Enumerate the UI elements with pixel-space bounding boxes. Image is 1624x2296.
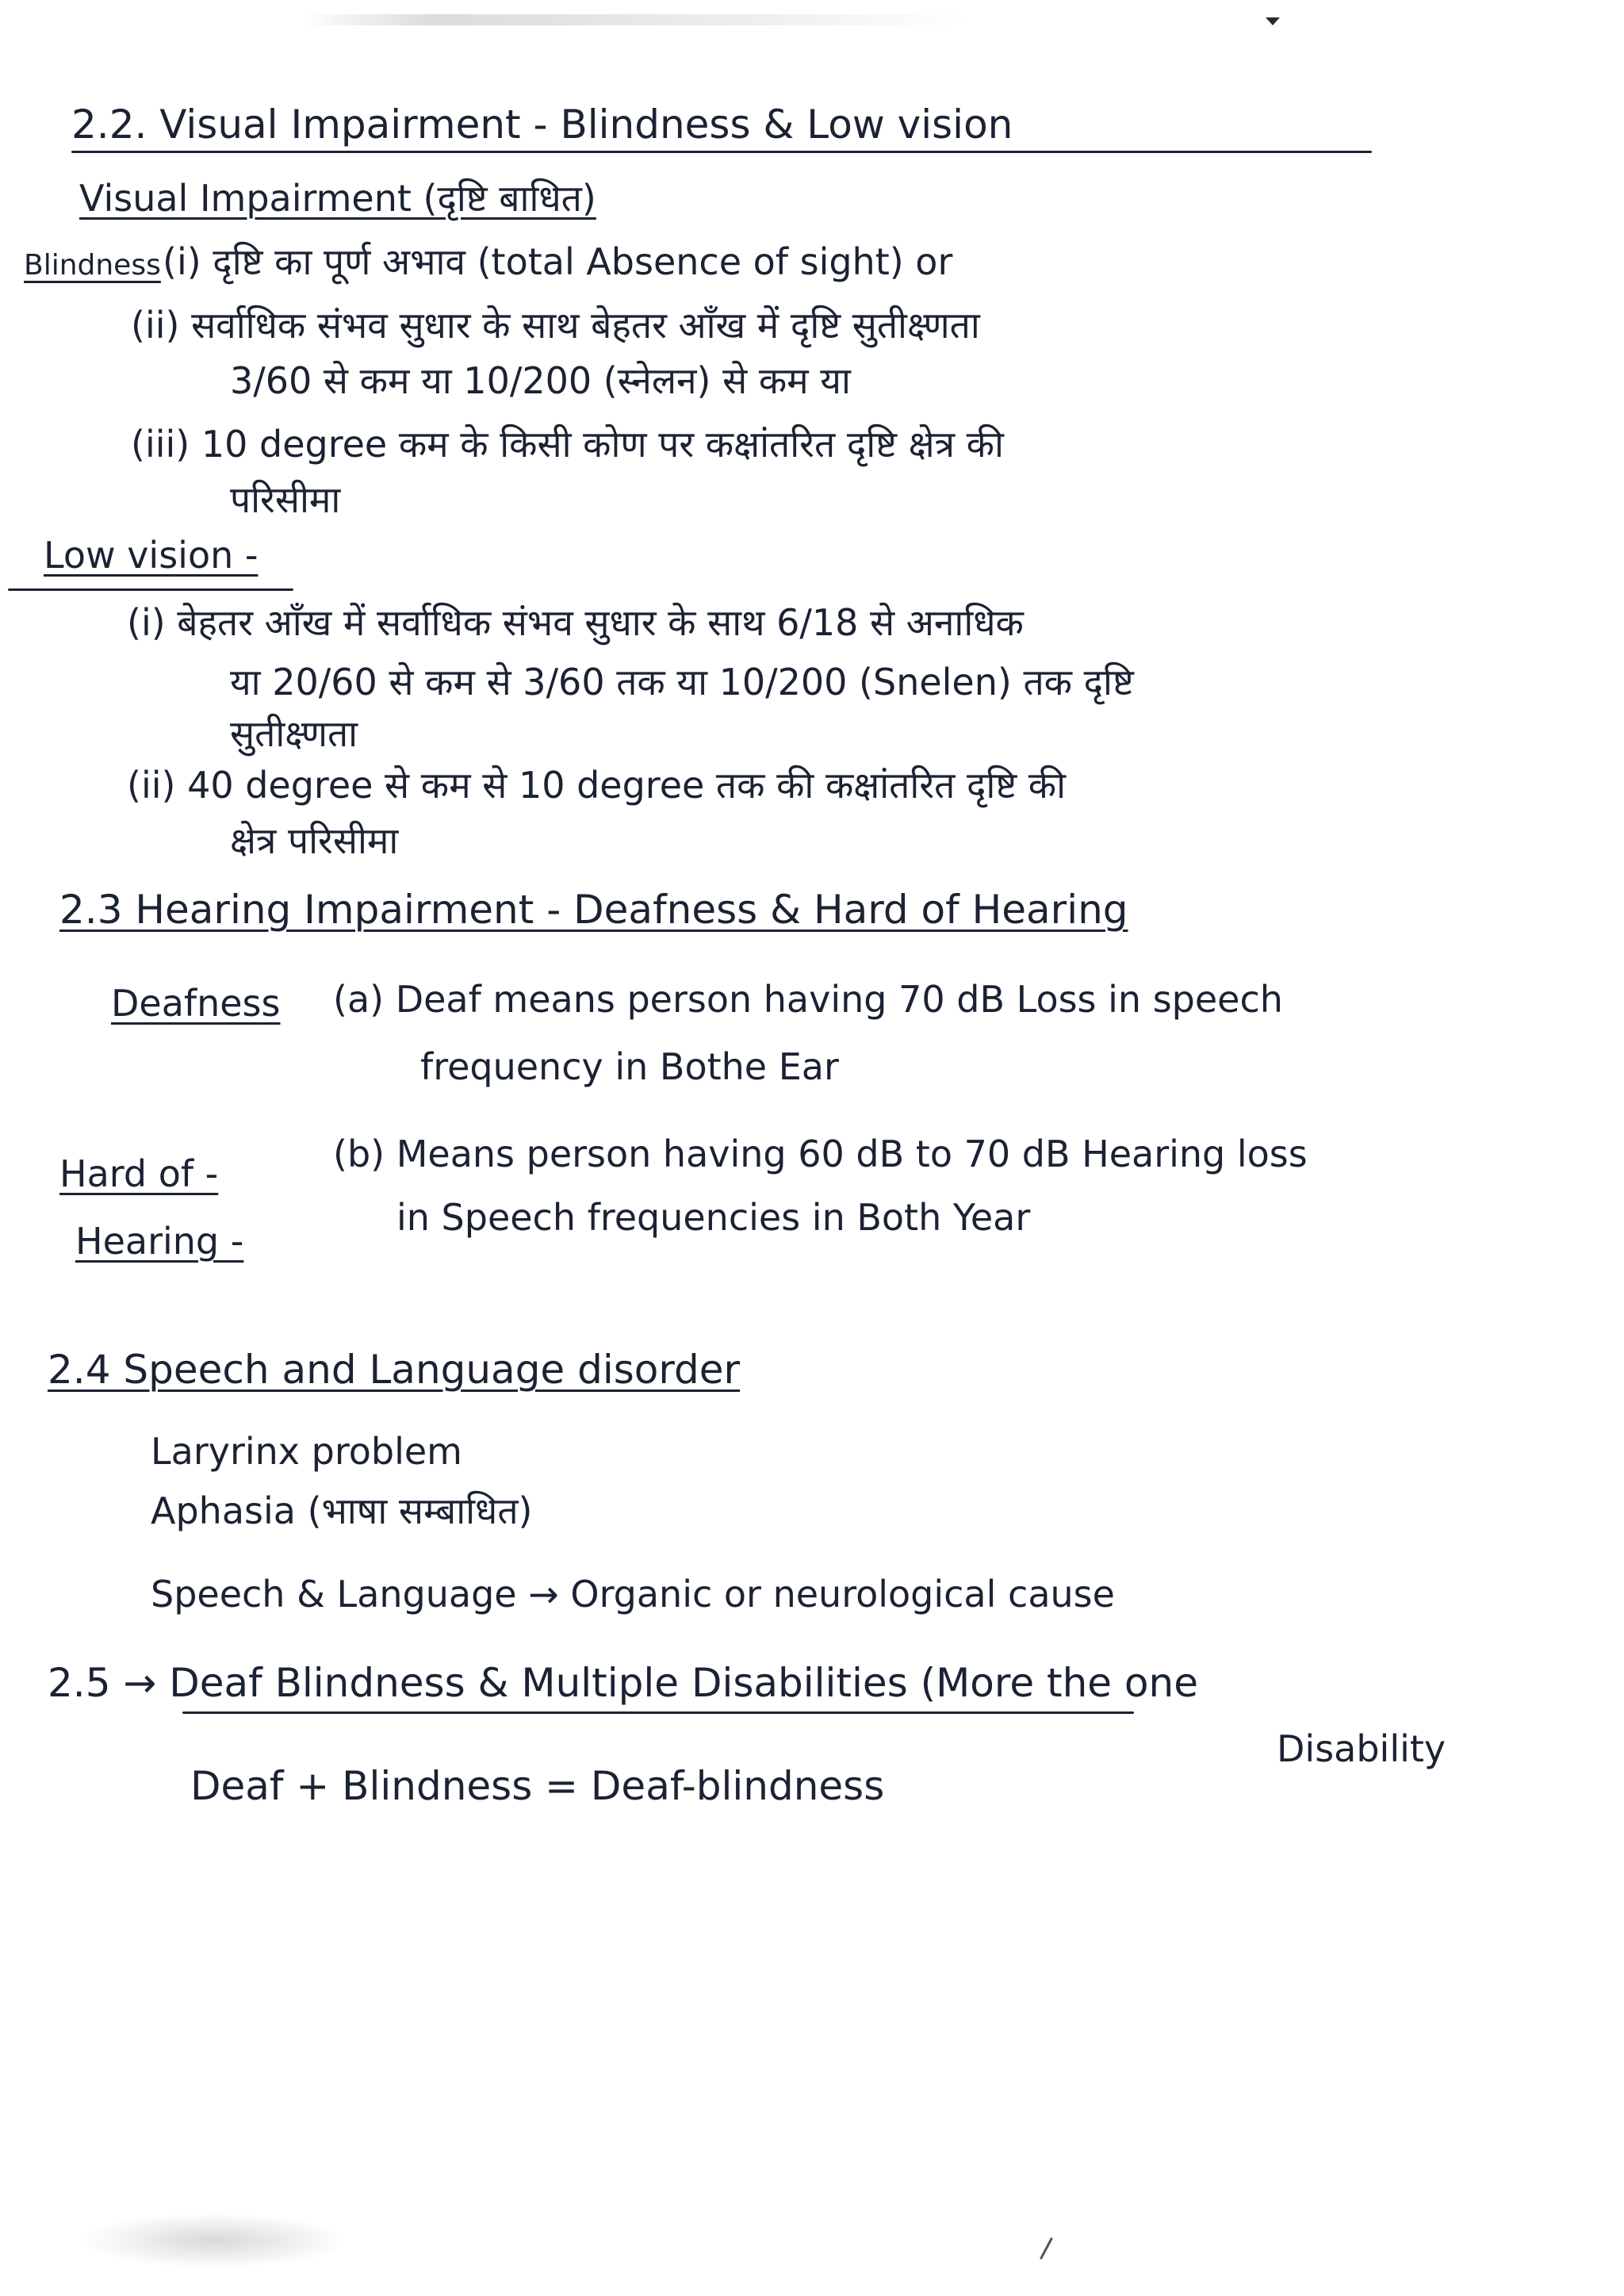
section-2-2-heading: 2.2. Visual Impairment - Blindness & Low vision bbox=[71, 102, 1013, 148]
low-vision-item-4: (ii) 40 degree से कम से 10 degree तक की कक्षांतरित दृष्टि की bbox=[127, 764, 1067, 807]
pen-tick-mark bbox=[1040, 2237, 1053, 2260]
blindness-item-1: (i) दृष्टि का पूर्ण अभाव (total Absence of sight) or bbox=[163, 240, 953, 283]
section-2-5-heading: 2.5 → Deaf Blindness & Multiple Disabilities (More the one bbox=[48, 1660, 1198, 1706]
deafness-line-2: frequency in Bothe Ear bbox=[420, 1045, 839, 1088]
hard-of-hearing-label-2: Hearing - bbox=[75, 1220, 244, 1263]
speech-item-1: Laryrinx problem bbox=[151, 1430, 462, 1473]
section-2-3-heading: 2.3 Hearing Impairment - Deafness & Hard of Hearing bbox=[59, 887, 1128, 933]
paper-smudge bbox=[301, 14, 967, 25]
pen-mark bbox=[1266, 17, 1280, 25]
hard-of-hearing-line-2: in Speech frequencies in Both Year bbox=[396, 1196, 1031, 1239]
deaf-blindness-equation: Deaf + Blindness = Deaf-blindness bbox=[190, 1763, 885, 1809]
low-vision-item-1: (i) बेहतर आँख में सर्वाधिक संभव सुधार के साथ 6/18 से अनाधिक bbox=[127, 601, 1024, 644]
blindness-item-5: परिसीमा bbox=[230, 478, 341, 521]
low-vision-item-3: सुतीक्ष्णता bbox=[230, 712, 358, 755]
speech-item-3: Speech & Language → Organic or neurological cause bbox=[151, 1573, 1115, 1616]
paper-smudge-bottom bbox=[79, 2213, 349, 2268]
speech-item-2: Aphasia (भाषा सम्बाधित) bbox=[151, 1489, 533, 1532]
section-2-4-heading: 2.4 Speech and Language disorder bbox=[48, 1347, 741, 1393]
heading-underline bbox=[71, 151, 1372, 153]
blindness-item-4: (iii) 10 degree कम के किसी कोण पर कक्षांतरित दृष्टि क्षेत्र की bbox=[131, 423, 1004, 466]
hard-of-hearing-line-1: (b) Means person having 60 dB to 70 dB Hearing loss bbox=[333, 1133, 1308, 1175]
blindness-item-2: (ii) सर्वाधिक संभव सुधार के साथ बेहतर आँख में दृष्टि सुतीक्ष्णता bbox=[131, 304, 980, 347]
deafness-label: Deafness bbox=[111, 982, 281, 1025]
blindness-label: Blindness bbox=[24, 249, 161, 282]
low-vision-item-2: या 20/60 से कम से 3/60 तक या 10/200 (Snelen) तक दृष्टि bbox=[230, 661, 1134, 703]
disability-continuation: Disability bbox=[1277, 1727, 1446, 1770]
hard-of-hearing-label-1: Hard of - bbox=[59, 1152, 219, 1195]
low-vision-item-5: क्षेत्र परिसीमा bbox=[230, 819, 399, 862]
low-vision-label: Low vision - bbox=[44, 534, 259, 577]
visual-impairment-subheading: Visual Impairment (दृष्टि बाधित) bbox=[79, 177, 596, 220]
low-vision-rule bbox=[8, 588, 293, 591]
deafness-line-1: (a) Deaf means person having 70 dB Loss in speech bbox=[333, 978, 1283, 1021]
blindness-item-3: 3/60 से कम या 10/200 (स्नेलन) से कम या bbox=[230, 359, 851, 402]
section-2-5-underline bbox=[182, 1711, 1134, 1714]
